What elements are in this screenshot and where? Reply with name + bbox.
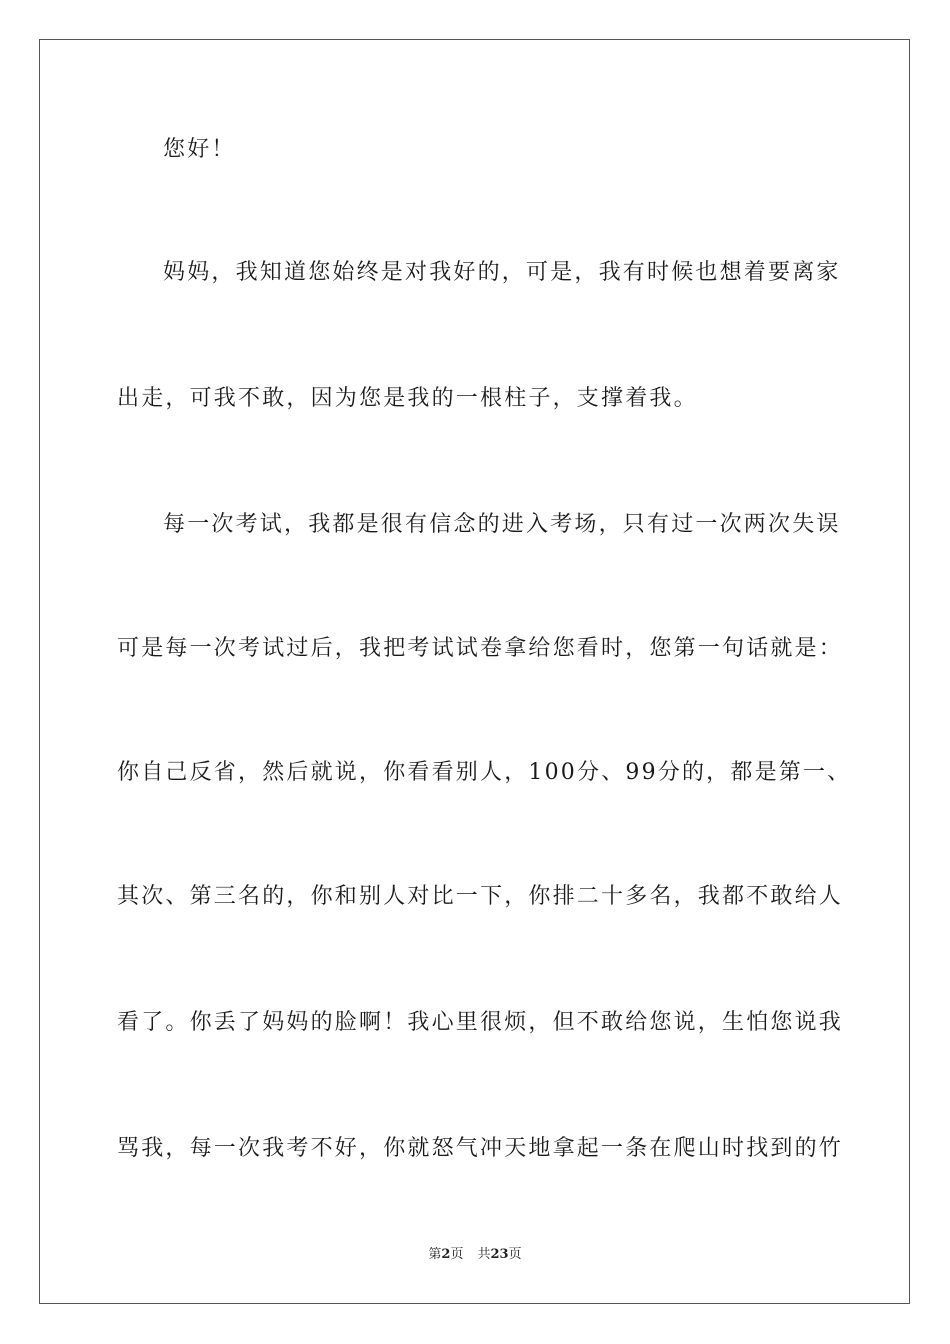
body-line-5: 你自己反省，然后就说，你看看别人，100分、99分的，都是第一、 bbox=[117, 760, 852, 785]
body-line-3: 每一次考试，我都是很有信念的进入考场，只有过一次两次失误 bbox=[163, 512, 841, 537]
total-suffix: 页 bbox=[508, 1247, 522, 1262]
page-footer bbox=[0, 1246, 950, 1264]
body-line-4: 可是每一次考试过后，我把考试试卷拿给您看时，您第一句话就是： bbox=[117, 636, 844, 661]
body-line-2: 出走，可我不敢，因为您是我的一根柱子，支撑着我。 bbox=[117, 386, 698, 411]
body-line-6: 其次、第三名的，你和别人对比一下，你排二十多名，我都不敢给人 bbox=[117, 884, 844, 909]
body-line-1: 妈妈，我知道您始终是对我好的，可是，我有时候也想着要离家 bbox=[163, 260, 841, 285]
page-number: 2 bbox=[441, 1247, 451, 1262]
total-pages: 23 bbox=[490, 1247, 509, 1262]
page-border bbox=[39, 39, 910, 1304]
greeting-line: 您好！ bbox=[163, 137, 236, 162]
page-suffix: 页 bbox=[450, 1247, 464, 1262]
body-line-7: 看了。你丢了妈妈的脸啊！我心里很烦，但不敢给您说，生怕您说我 bbox=[117, 1010, 844, 1035]
page-prefix: 第 bbox=[428, 1247, 442, 1262]
body-line-8: 骂我，每一次我考不好，你就怒气冲天地拿起一条在爬山时找到的竹 bbox=[117, 1136, 844, 1161]
total-prefix: 共 bbox=[477, 1247, 491, 1262]
